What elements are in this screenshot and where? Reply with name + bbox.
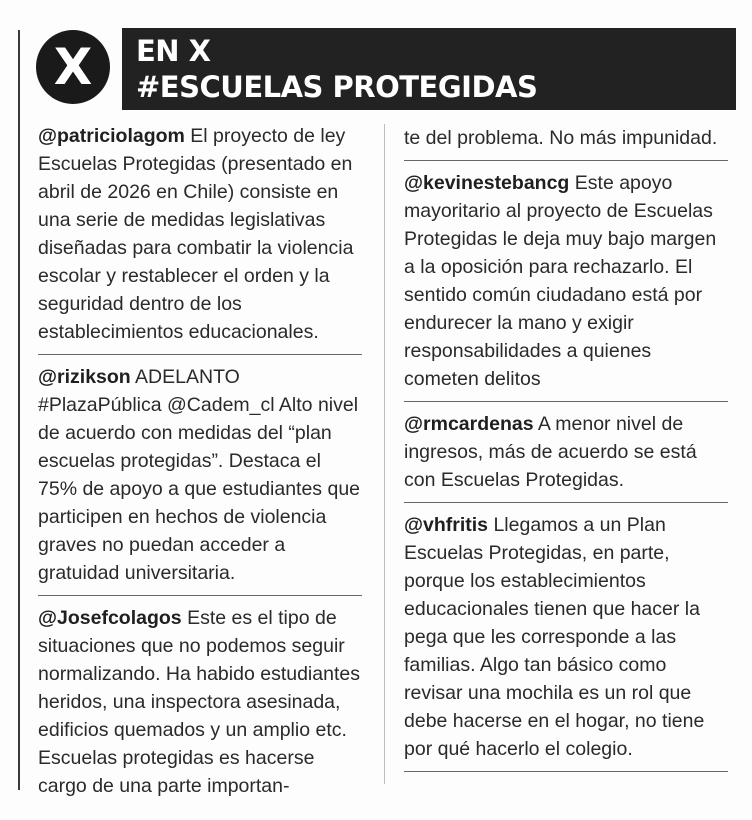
- post: [38, 122, 362, 355]
- post-handle[interactable]: @Josefcolagos: [38, 607, 182, 629]
- hashtag-title: #ESCUELAS PROTEGIDAS: [136, 70, 538, 104]
- post: [38, 604, 362, 808]
- post: [404, 410, 728, 503]
- post: [38, 363, 362, 596]
- post-handle[interactable]: @rmcardenas: [404, 413, 534, 435]
- post-text: El proyecto de ley Escuelas Protegidas (presentado en abril de 2026 en Chile) consiste en una serie de medidas legislativas diseñadas para combatir la violencia escolar y restablecer el orden y la seguridad dentro de los establecimientos educacionales.: [38, 125, 354, 343]
- post: [404, 511, 728, 772]
- title-banner: [122, 28, 736, 110]
- x-logo-icon: X: [36, 30, 110, 104]
- post-continuation: te del problema. No más impunidad.: [404, 124, 728, 161]
- post-text: A menor nivel de ingresos, más de acuerdo se está con Escuelas Protegidas.: [404, 413, 697, 491]
- section-header: [36, 28, 736, 114]
- post-text: ADELANTO #PlazaPública @Cadem_cl Alto nivel de acuerdo con medidas del “plan escuelas protegidas”. Destaca el 75% de apoyo a que estudiantes que participen en hechos de violencia graves no puedan acceder a gratuidad universitaria.: [38, 366, 361, 584]
- right-column: [404, 124, 728, 780]
- section-title: EN X: [136, 34, 211, 68]
- column-divider: [384, 124, 385, 784]
- post: [404, 169, 728, 402]
- post-handle[interactable]: @vhfritis: [404, 514, 489, 536]
- post-text: Este es el tipo de situaciones que no podemos seguir normalizando. Ha habido estudiantes heridos, una inspectora asesinada, edificios quemados y un amplio etc. Escuelas protegidas es hacerse cargo de una parte importan-: [38, 607, 360, 797]
- post-text: Este apoyo mayoritario al proyecto de Escuelas Protegidas le deja muy bajo margen a la oposición para rechazarlo. El sentido común ciudadano está por endurecer la mano y exigir responsabilidades a quienes cometen delitos: [404, 172, 717, 390]
- post-handle[interactable]: @patriciolagom: [38, 125, 185, 147]
- left-column: [38, 122, 362, 816]
- post-handle[interactable]: @kevinestebancg: [404, 172, 570, 194]
- post-handle[interactable]: @rizikson: [38, 366, 131, 388]
- post-text: Llegamos a un Plan Escuelas Protegidas, en parte, porque los establecimientos educacionales tienen que hacer la pega que les corresponde a las familias. Algo tan básico como revisar una mochila es un rol que debe hacerse en el hogar, no tiene por qué hacerlo el colegio.: [404, 514, 705, 760]
- margin-rule: [18, 30, 20, 790]
